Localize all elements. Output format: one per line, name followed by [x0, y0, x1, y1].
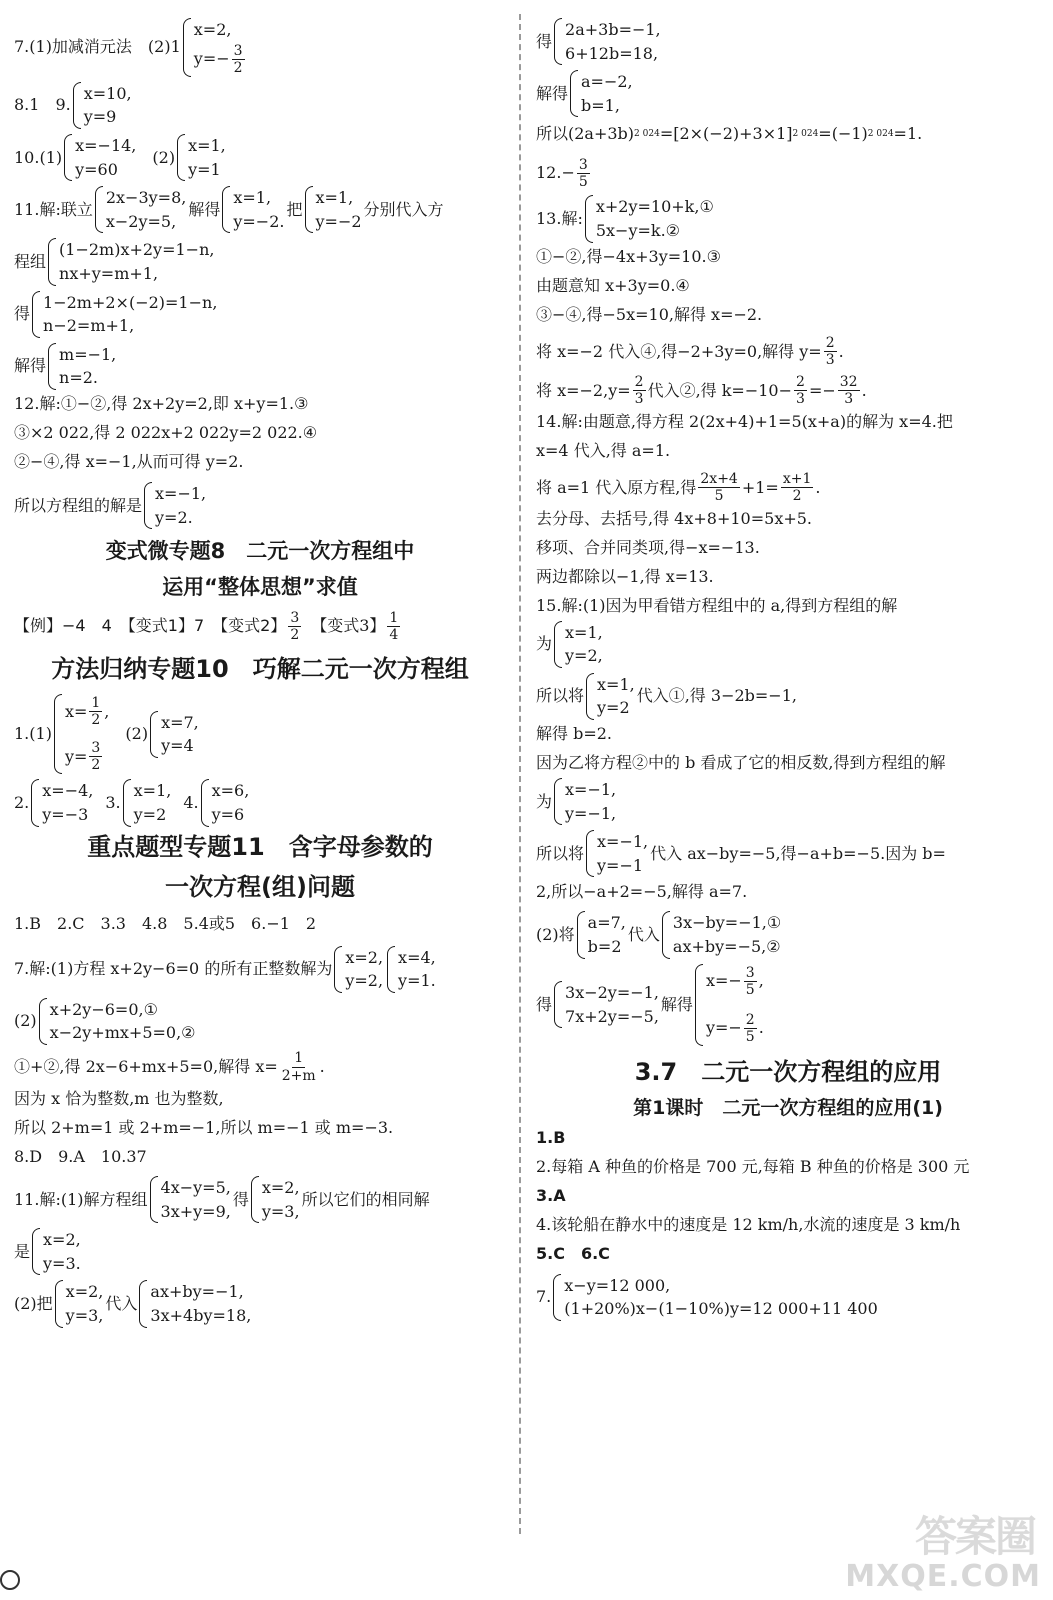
topic-answer-11-common: 是 x=2, y=3. [14, 1228, 506, 1275]
equation-system: 3x−2y=−1, 7x+2y=−5, [554, 981, 659, 1028]
equation-system: a=7, b=2 [577, 911, 626, 958]
equation-system: x=2, y=− $\frac{3}{2}$ [183, 18, 247, 77]
topic-answer-7-result: 所以 2+m=1 或 2+m=−1,所以 m=−1 或 m=−3. [14, 1117, 394, 1137]
equation-system: x=2, y=3. [32, 1228, 81, 1275]
equation-system: a=−2, b=1, [570, 70, 633, 117]
fraction: $\frac{3}{2}$ [290, 609, 300, 643]
answer-14-step2: 将 a=1 代入原方程,得 $\frac{2x+4}{5}$ +1= $\frac{x+1}{2}$ . [536, 470, 821, 505]
fraction: $\frac{1}{4}$ [389, 609, 399, 643]
fraction: $\frac{2}{3}$ [796, 373, 805, 408]
equation-system: 2a+3b=−1, 6+12b=18, [554, 18, 661, 65]
answer-15-a: 2,所以−a+2=−5,解得 a=7. [536, 881, 748, 901]
fraction: $\frac{2x+4}{5}$ [700, 470, 738, 505]
answer-13-step4: 将 x=−2 代入④,得−2+3y=0,解得 y= $\frac{2}{3}$ . [536, 334, 844, 369]
answer-11-solution: 解得 m=−1, n=2. [14, 343, 506, 390]
fraction: $\frac{2}{5}$ [745, 1011, 755, 1045]
right-column [536, 18, 1040, 1321]
equation-system: x=1, y=−2 [305, 186, 362, 233]
equation-system: x−y=12 000, (1+20%)x−(1−10%)y=12 000+11 400 [553, 1274, 878, 1321]
equation-system: x=−4, y=−3 [31, 779, 93, 826]
answer-10: 10.(1) x=−14, y=60 (2) x=1, y=1 [14, 134, 506, 181]
answer-14-step1: x=4 代入,得 a=1. [536, 441, 671, 461]
equation-system: x=2, y=3, [55, 1280, 104, 1327]
column-divider [519, 14, 521, 1534]
equation-system: x=1, y=2 [586, 673, 635, 720]
equation-system: x+2y=10+k,① 5x−y=k.② [585, 195, 714, 242]
answer-15: 15.解:(1)因为甲看错方程组中的 a,得到方程组的解 [536, 596, 898, 616]
answer-15-solution-a: 为 x=1, y=2, [536, 621, 1040, 668]
section-heading: 变式微专题8 二元一次方程组中 [105, 539, 415, 564]
answer-13-step5: 将 x=−2,y= $\frac{2}{3}$ 代入②,得 k=−10− $\frac{2}{3}$ =− $\frac{32}{3}$ . [536, 373, 867, 408]
equation-system: x=1, y=2, [554, 621, 603, 668]
equation-system: 3x−by=−1,① ax+by=−5,② [662, 911, 781, 958]
section-heading: 方法归纳专题10 巧解二元一次方程组 [51, 655, 469, 684]
answer-14-step3: 去分母、去括号,得 4x+8+10=5x+5. [536, 509, 813, 529]
answer-15-substitute-b: 所以将 x=−1, y=−1 代入 ax−by=−5,得−a+b=−5.因为 b= [536, 830, 1040, 877]
equation-system: x=−1, y=−1 [586, 830, 648, 877]
fraction: $\frac{32}{3}$ [839, 373, 858, 408]
fraction: $\frac{3}{5}$ [745, 964, 755, 998]
fraction: $\frac{3}{5}$ [578, 156, 588, 190]
fraction: $\frac{2}{3}$ [825, 334, 835, 369]
equation-system: x=1, y=2 [123, 779, 172, 826]
answer-text: 7.(1)加减消元法 (2)1 [14, 37, 181, 57]
lesson-answer-1: 1.B [536, 1128, 566, 1148]
section-heading: 重点题型专题11 含字母参数的 [87, 832, 433, 861]
answer-11-system: 程组 (1−2m)x+2y=1−n, nx+y=m+1, [14, 238, 506, 285]
equation-system: 1−2m+2×(−2)=1−n, n−2=m+1, [32, 291, 217, 338]
answer-14-step5: 两边都除以−1,得 x=13. [536, 567, 714, 587]
answer-12-step2: ③×2 022,得 2 022x+2 022y=2 022.④ [14, 423, 318, 443]
topic-answer-7: 7.解:(1)方程 x+2y−6=0 的所有正整数解为 x=2, y=2, x=4, y=1. [14, 946, 506, 993]
answer-15-reason: 因为乙将方程②中的 b 看成了它的相反数,得到方程组的解 [536, 753, 946, 773]
watermark-logo: 答案圈 [914, 1512, 1035, 1561]
lesson-answer-3: 3.A [536, 1186, 566, 1206]
lesson-heading: 第1课时 二元一次方程组的应用(1) [633, 1096, 943, 1119]
page-number-mark [0, 1570, 20, 1590]
answer-15-b: 解得 b=2. [536, 724, 613, 744]
answer-12-step1: 12.解:①−②,得 2x+2y=2,即 x+y=1.③ [14, 394, 309, 414]
fraction: $\frac{x+1}{2}$ [782, 470, 812, 505]
answer-13-step3: ③−④,得−5x=10,解得 x=−2. [536, 305, 763, 325]
left-column [14, 18, 506, 1328]
lesson-answers-5-6: 5.C 6.C [536, 1244, 610, 1264]
equation-system: x=2, y=3, [251, 1176, 300, 1223]
section-heading: 3.7 二元一次方程组的应用 [634, 1057, 942, 1086]
continuation-solution: 解得 a=−2, b=1, [536, 70, 1040, 117]
fraction: $\frac{1}{2}$ [91, 695, 101, 729]
answer-13: 13.解: x+2y=10+k,① 5x−y=k.② [536, 195, 1040, 242]
answer-11-substitute: 得 1−2m+2×(−2)=1−n, n−2=m+1, [14, 291, 506, 338]
equation-system: x=6, y=6 [201, 779, 250, 826]
topic-answer-7-step: ①+②,得 2x−6+mx+5=0,解得 x= $\frac{1}{2+m}$ . [14, 1050, 325, 1084]
topic-answer-7-part2: (2) x+2y−6=0,① x−2y+mx+5=0,② [14, 998, 506, 1045]
answer-8-9: 8.1 9. x=10, y=9 [14, 82, 506, 129]
fraction: $\frac{1}{2+m}$ [281, 1050, 316, 1084]
watermark-url: MXQE.COM [845, 1559, 1041, 1594]
answer-12-solution: 所以方程组的解是 x=−1, y=2. [14, 482, 506, 529]
answer-15-substitute-a: 所以将 x=1, y=2 代入①,得 3−2b=−1, [536, 673, 1040, 720]
answer-14-step4: 移项、合并同类项,得−x=−13. [536, 538, 760, 558]
method-answer-1: 1.(1) x= $\frac{1}{2}$ , y= $\frac{3}{2}$ (2) x=7, y=4 [14, 695, 199, 774]
topic-answers-8-10: 8.D 9.A 10.37 [14, 1146, 147, 1166]
equation-system: 4x−y=5, 3x+y=9, [150, 1176, 231, 1223]
equation-system: (1−2m)x+2y=1−n, nx+y=m+1, [48, 238, 214, 285]
answer-15-part2: (2)将 a=7, b=2 代入 3x−by=−1,① ax+by=−5,② [536, 911, 1040, 958]
equation-system: x=2, y=2, [334, 946, 383, 993]
bianshi-answers: 【例】−4 4 【变式1】7 【变式2】 $\frac{3}{2}$ 【变式3】 $\frac{1}{4}$ [14, 609, 399, 643]
equation-system: m=−1, n=2. [48, 343, 116, 390]
equation-system: x=7, y=4 [150, 711, 199, 758]
equation-system: x=−1, y=−1, [554, 778, 616, 825]
continuation-result: 所以(2a+3b) 2 024 =[2×(−2)+3×1] 2 024 =(−1) 2 024 =1. [536, 124, 923, 144]
equation-system: x=4, y=1. [387, 946, 436, 993]
answer-13-step2: 由题意知 x+3y=0.④ [536, 276, 690, 296]
equation-system: x=−14, y=60 [64, 134, 136, 181]
equation-system: x=1, y=1 [177, 134, 226, 181]
topic-answers-1-6: 1.B 2.C 3.3 4.8 5.4或5 6.−1 2 [14, 913, 317, 933]
answer-15-solution-b: 为 x=−1, y=−1, [536, 778, 1040, 825]
lesson-answer-2: 2.每箱 A 种鱼的价格是 700 元,每箱 B 种鱼的价格是 300 元 [536, 1157, 970, 1177]
topic-answer-11: 11.解:(1)解方程组 4x−y=5, 3x+y=9, 得 x=2, y=3, 所以它们的相同解 [14, 1176, 506, 1223]
topic-answer-11-part2: (2)把 x=2, y=3, 代入 ax+by=−1, 3x+4by=18, [14, 1280, 506, 1327]
answer-15-part2-solution: 得 3x−2y=−1, 7x+2y=−5, 解得 x=− $\frac{3}{5}$ , y=− $\frac{2}{5}$ . [536, 964, 764, 1045]
fraction: $\frac{2}{3}$ [634, 373, 644, 408]
site-watermark [845, 1504, 1041, 1594]
equation-system: x=1, y=−2. [222, 186, 284, 233]
equation-system: x=− $\frac{3}{5}$ , y=− $\frac{2}{5}$ . [695, 964, 764, 1046]
answer-11: 11.解:联立 2x−3y=8, x−2y=5, 解得 x=1, y=−2. 把 x=1, y=−2 分别代入方 [14, 186, 506, 233]
answer-13-step1: ①−②,得−4x+3y=10.③ [536, 247, 721, 267]
method-answers-2-4: 2. x=−4, y=−3 3. x=1, y=2 4. x=6, y=6 [14, 779, 506, 826]
topic-answer-7-reason: 因为 x 恰为整数,m 也为整数, [14, 1088, 224, 1108]
fraction: $\frac{3}{2}$ [233, 42, 243, 76]
answer-7 [14, 18, 506, 77]
lesson-answer-7: 7. x−y=12 000, (1+20%)x−(1−10%)y=12 000+11 400 [536, 1274, 1040, 1321]
fraction: $\frac{3}{2}$ [91, 740, 101, 774]
section-heading: 一次方程(组)问题 [165, 872, 355, 901]
equation-system: x+2y−6=0,① x−2y+mx+5=0,② [39, 998, 196, 1045]
answer-14: 14.解:由题意,得方程 2(2x+4)+1=5(x+a)的解为 x=4.把 [536, 412, 953, 432]
equation-system: x=10, y=9 [73, 82, 132, 129]
continuation-system: 得 2a+3b=−1, 6+12b=18, [536, 18, 1040, 65]
equation-system: x=−1, y=2. [144, 482, 206, 529]
answer-12-step3: ②−④,得 x=−1,从而可得 y=2. [14, 452, 244, 472]
lesson-answer-4: 4.该轮船在静水中的速度是 12 km/h,水流的速度是 3 km/h [536, 1215, 961, 1235]
equation-system: x= $\frac{1}{2}$ , y= $\frac{3}{2}$ [54, 694, 109, 774]
section-heading: 运用“整体思想”求值 [162, 575, 358, 600]
equation-system: 2x−3y=8, x−2y=5, [95, 186, 187, 233]
answer-12: 12.− $\frac{3}{5}$ [536, 156, 588, 190]
equation-system: ax+by=−1, 3x+4by=18, [139, 1280, 251, 1327]
